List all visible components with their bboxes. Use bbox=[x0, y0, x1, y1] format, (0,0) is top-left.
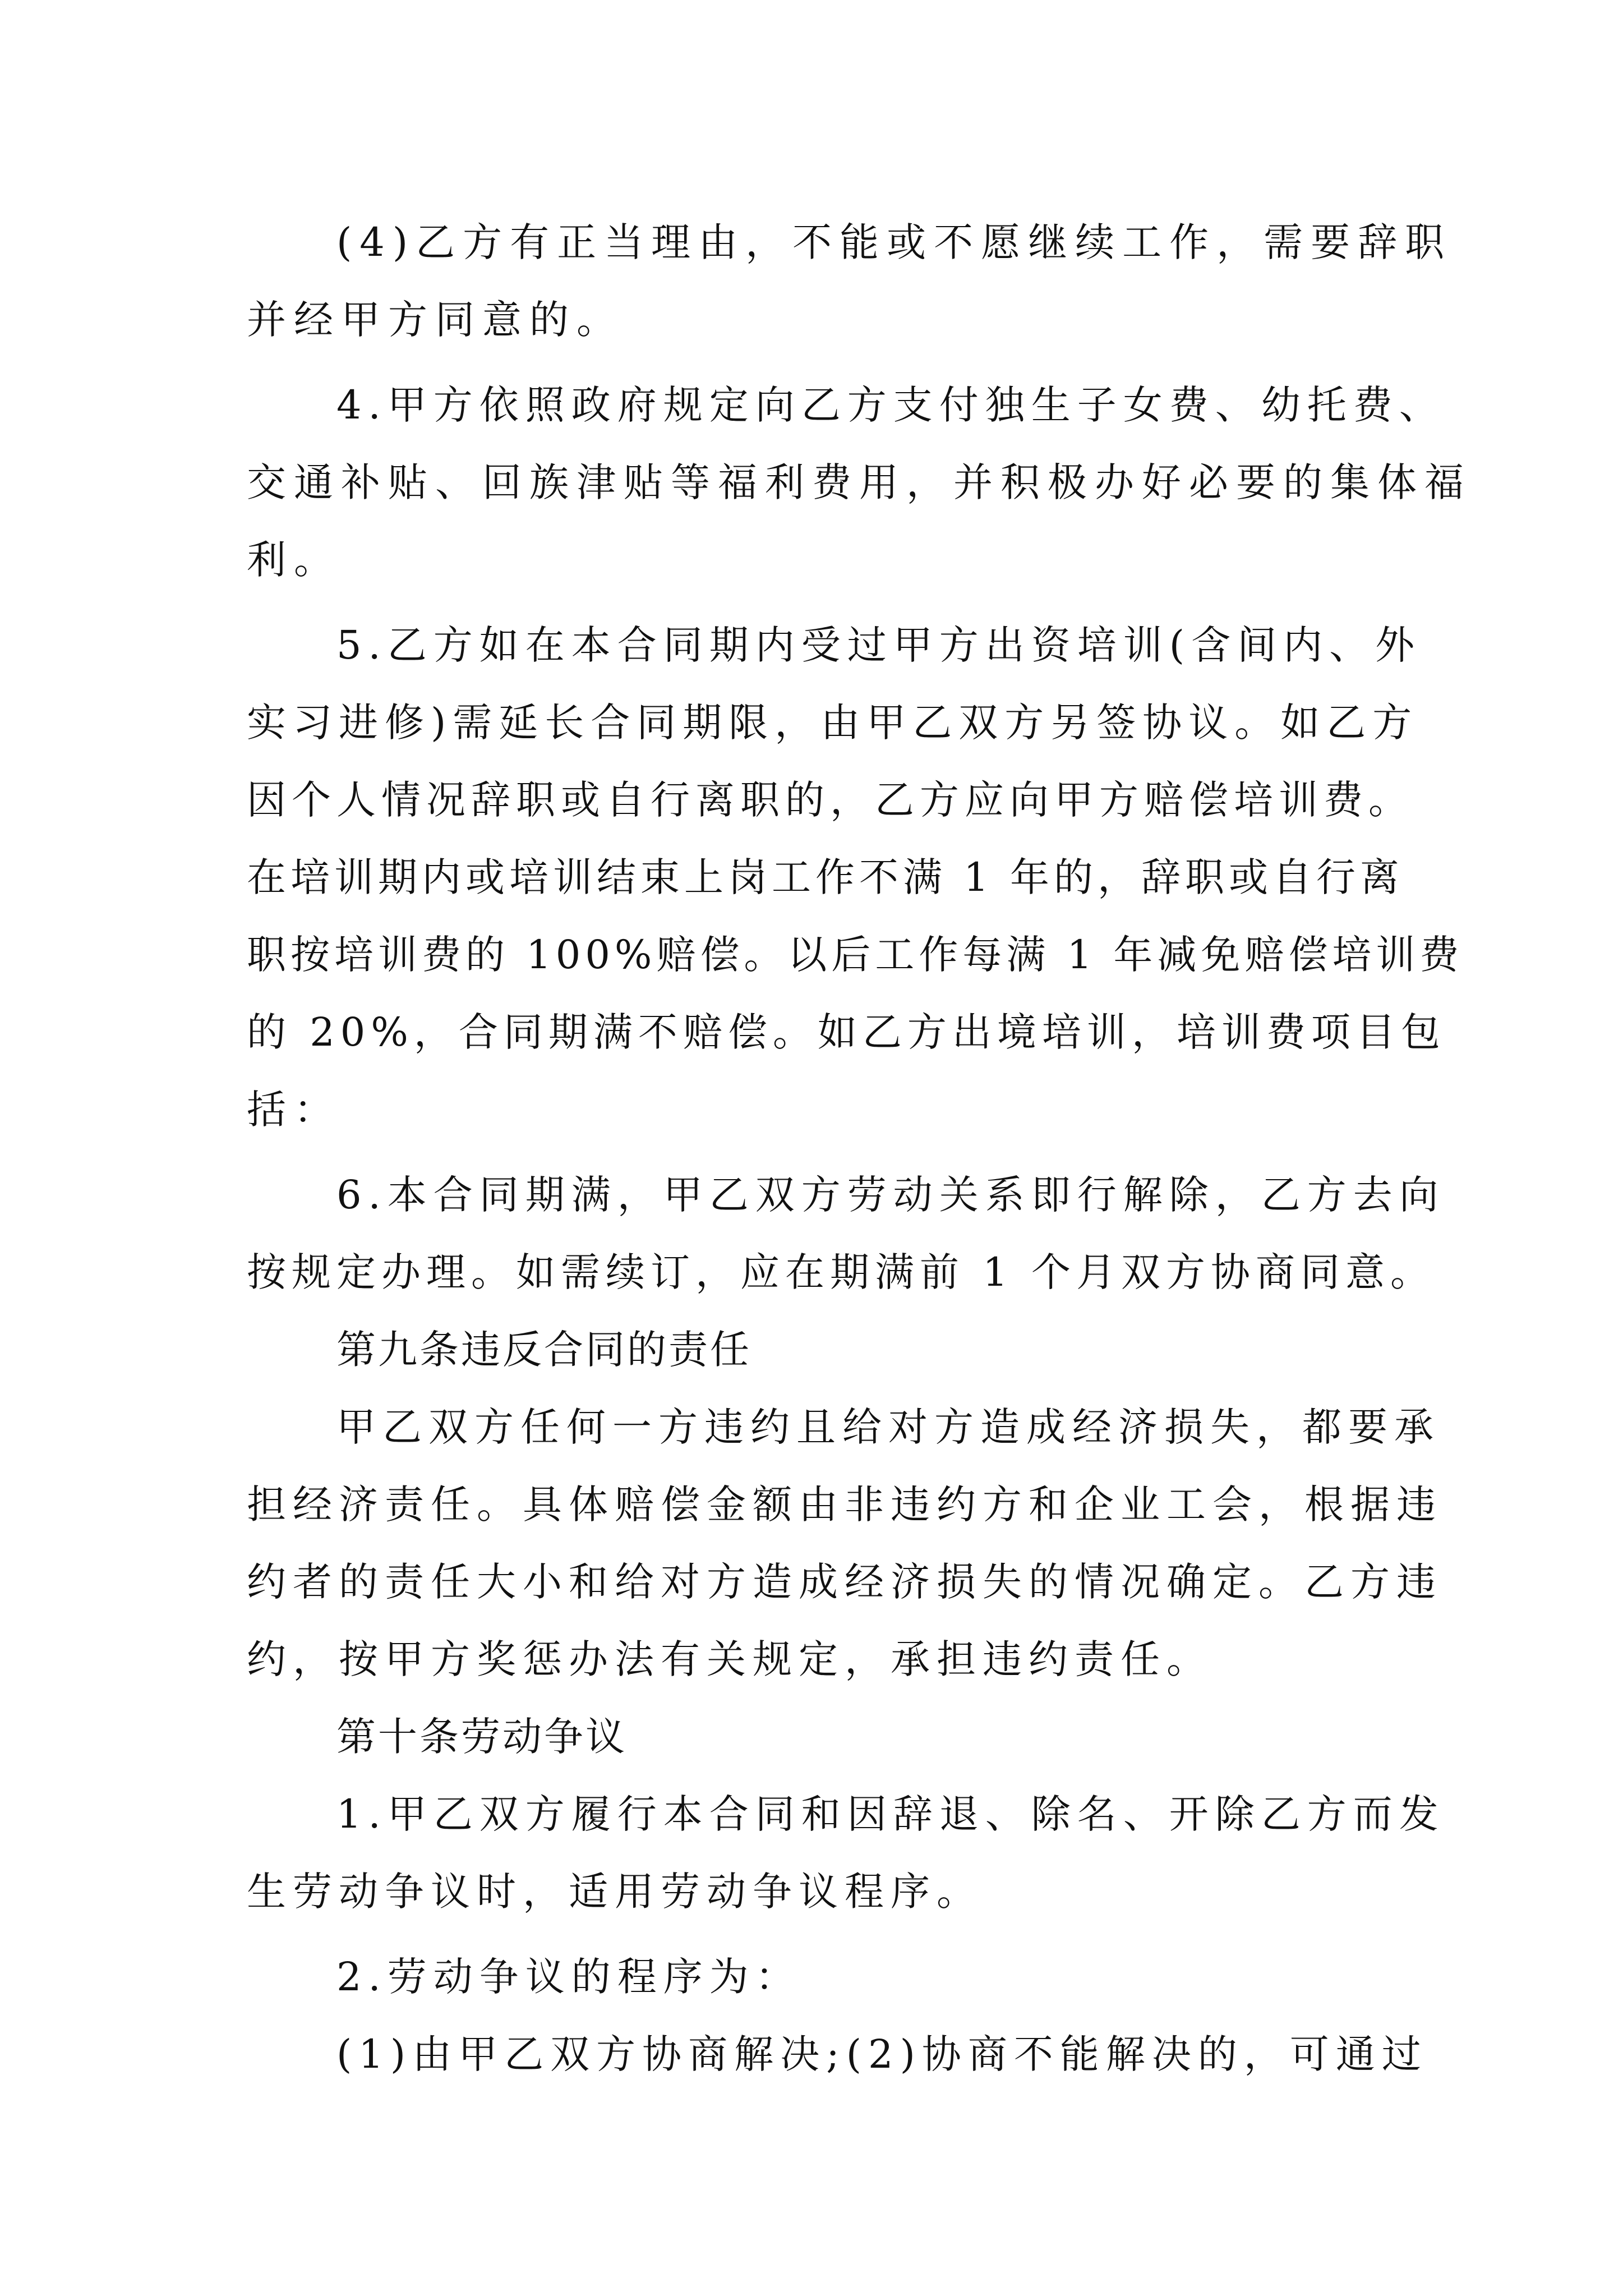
section-heading: 第十条劳动争议 bbox=[336, 1714, 627, 1760]
paragraph-line: (1)由甲乙双方协商解决;(2)协商不能解决的，可通过 bbox=[336, 2031, 1428, 2077]
paragraph-line: 因个人情况辞职或自行离职的，乙方应向甲方赔偿培训费。 bbox=[247, 777, 1413, 823]
paragraph-line: 职按培训费的 100%赔偿。以后工作每满 1 年减免赔偿培训费 bbox=[247, 932, 1464, 978]
paragraph-line: 约者的责任大小和给对方造成经济损失的情况确定。乙方违 bbox=[247, 1559, 1442, 1605]
paragraph-line: 生劳动争议时，适用劳动争议程序。 bbox=[247, 1869, 983, 1915]
paragraph-line: 甲乙双方任何一方违约且给对方造成经济损失，都要承 bbox=[336, 1404, 1440, 1450]
paragraph-line: 约，按甲方奖惩办法有关规定，承担违约责任。 bbox=[247, 1636, 1212, 1682]
paragraph-line: 括： bbox=[247, 1087, 341, 1133]
paragraph-line: 利。 bbox=[247, 537, 341, 583]
section-heading: 第九条违反合同的责任 bbox=[336, 1327, 751, 1373]
paragraph-line: 并经甲方同意的。 bbox=[247, 297, 624, 343]
paragraph-line: 在培训期内或培训结束上岗工作不满 1 年的，辞职或自行离 bbox=[247, 854, 1404, 900]
paragraph-line: 5.乙方如在本合同期内受过甲方出资培训(含间内、外 bbox=[336, 622, 1422, 668]
paragraph-line: (4)乙方有正当理由，不能或不愿继续工作，需要辞职 bbox=[336, 219, 1453, 265]
paragraph-line: 1.甲乙双方履行本合同和因辞退、除名、开除乙方而发 bbox=[336, 1791, 1445, 1837]
paragraph-line: 交通补贴、回族津贴等福利费用，并积极办好必要的集体福 bbox=[247, 459, 1472, 505]
paragraph-line: 按规定办理。如需续订，应在期满前 1 个月双方协商同意。 bbox=[247, 1249, 1436, 1295]
paragraph-line: 6.本合同期满，甲乙双方劳动关系即行解除，乙方去向 bbox=[336, 1172, 1445, 1218]
paragraph-line: 4.甲方依照政府规定向乙方支付独生子女费、幼托费、 bbox=[336, 382, 1445, 428]
paragraph-line: 的 20%，合同期满不赔偿。如乙方出境培训，培训费项目包 bbox=[247, 1009, 1446, 1055]
paragraph-line: 担经济责任。具体赔偿金额由非违约方和企业工会，根据违 bbox=[247, 1481, 1442, 1527]
paragraph-line: 实习进修)需延长合同期限，由甲乙双方另签协议。如乙方 bbox=[247, 700, 1419, 746]
paragraph-line: 2.劳动争议的程序为： bbox=[336, 1954, 801, 2000]
